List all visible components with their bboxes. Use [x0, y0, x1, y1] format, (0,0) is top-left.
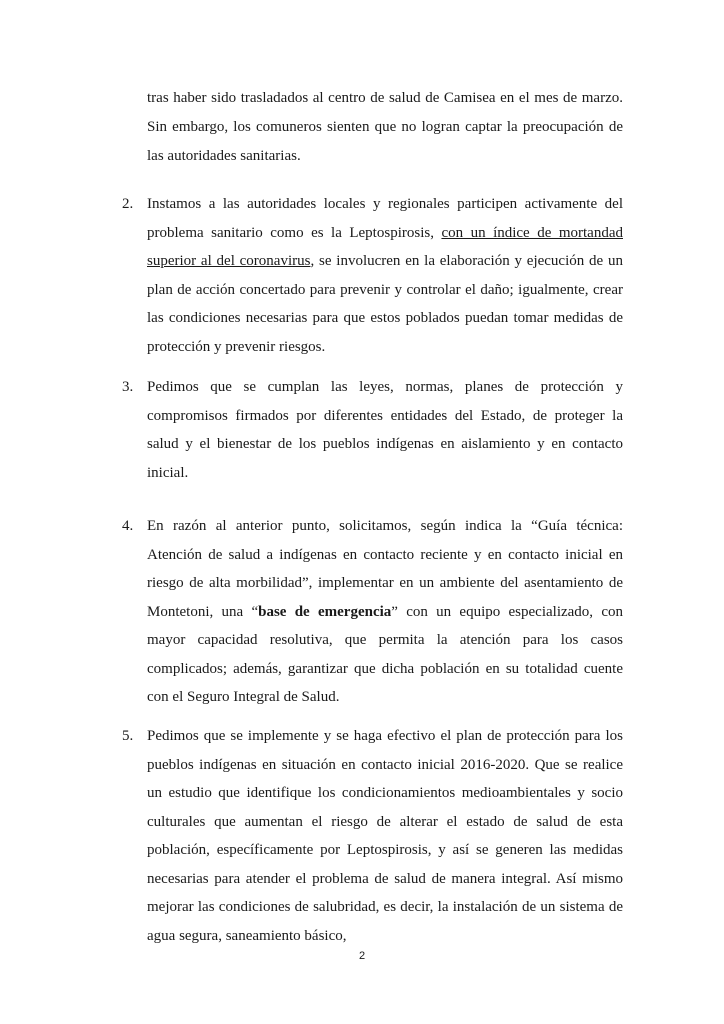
text-segment: , se involucren en la elaboración y ejecución de un plan de acción concertado para prevenir y controlar el daño; igualmente, crear las condiciones necesarias para que estos poblados puedan tomar medidas de protección y prevenir riesgos.	[147, 253, 623, 355]
list-item-4	[122, 512, 623, 712]
list-number: 2.	[122, 196, 134, 212]
page-number: 2	[358, 950, 366, 962]
list-item-text	[147, 512, 623, 712]
list-item-text: Pedimos que se implemente y se haga efectivo el plan de protección para los pueblos indígenas en situación en contacto inicial 2016-2020. Que se realice un estudio que identifique los condicionamientos medioambientales y socio culturales que aumentan el riesgo de alterar el estado de salud de esta población, específicamente por Leptospirosis, y así se generen las medidas necesarias para atender el problema de salud de manera integral. Así mismo mejorar las condiciones de salubridad, es decir, la instalación de un sistema de agua segura, saneamiento básico,	[147, 728, 623, 944]
list-number: 5.	[122, 728, 134, 744]
list-number: 4.	[122, 518, 134, 534]
text-segment: Instamos a las autoridades locales y regionales participen activamente del problema sanitario como es la Leptospirosis,	[147, 196, 623, 241]
intro-paragraph: tras haber sido trasladados al centro de salud de Camisea en el mes de marzo. Sin embargo, los comuneros sienten que no logran captar la preocupación de las autoridades sanitarias.	[147, 90, 623, 164]
list-item-text	[147, 190, 623, 361]
text-segment: En razón al anterior punto, solicitamos, según indica la “Guía técnica: Atención de salud a indígenas en contacto reciente y en contacto inicial en riesgo de alta morbilidad”, implementar en un ambiente del asentamiento de Montetoni, una “	[147, 518, 623, 620]
list-item-text: Pedimos que se cumplan las leyes, normas, planes de protección y compromisos firmados por diferentes entidades del Estado, de proteger la salud y el bienestar de los pueblos indígenas en aislamiento y en contacto inicial.	[147, 379, 623, 481]
text-segment: ” con un equipo especializado, con mayor capacidad resolutiva, que permita la atención para los casos complicados; además, garantizar que dicha población en su totalidad cuente con el Seguro Integral de Salud.	[147, 603, 623, 705]
list-item-2	[122, 190, 623, 361]
bold-text: base de emergencia	[258, 603, 392, 620]
list-number: 3.	[122, 379, 134, 395]
list-item-3	[122, 373, 623, 487]
underlined-text: con un índice de mortandad superior al del coronavirus	[147, 224, 623, 269]
list-item-5	[122, 722, 623, 950]
